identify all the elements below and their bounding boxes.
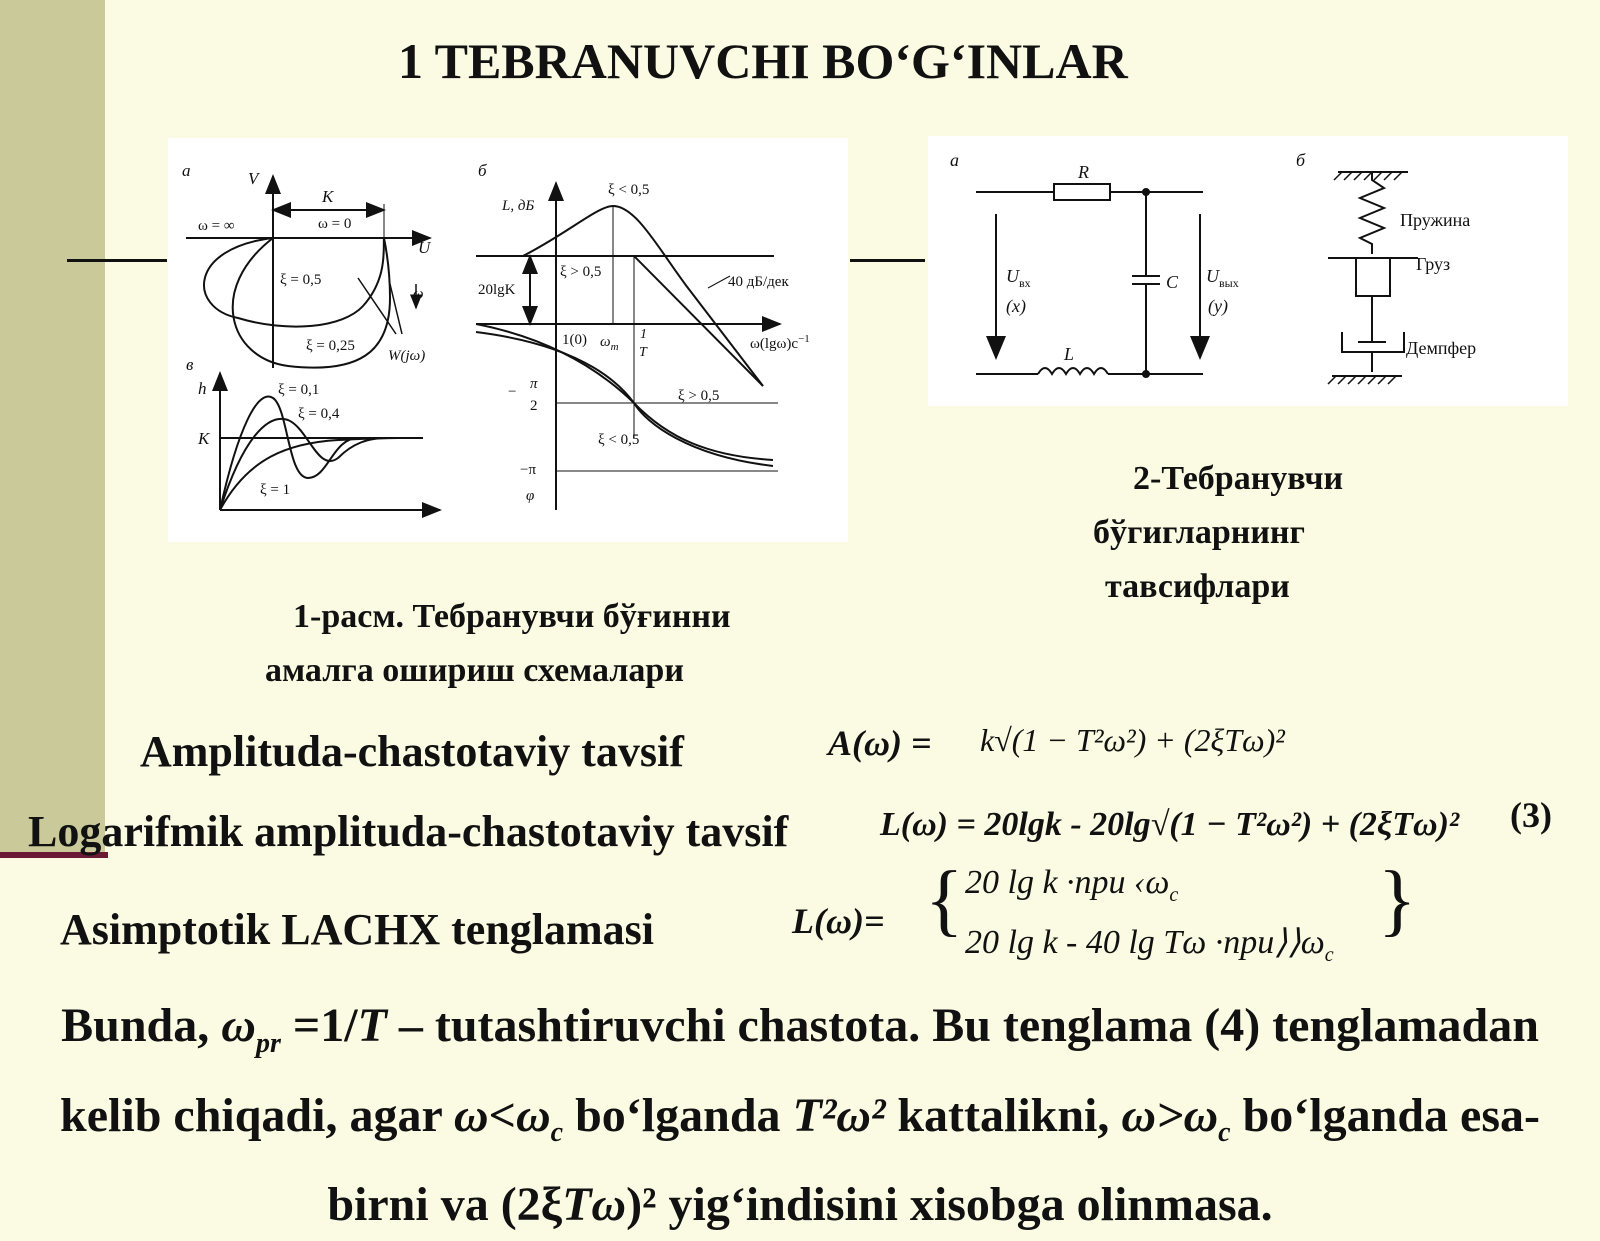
- fig1a-k-label: K: [322, 187, 334, 206]
- fig2a-y: (y): [1208, 296, 1228, 316]
- fig1b-xi-gt2: ξ > 0,5: [678, 388, 720, 404]
- fig1c-h-label: h: [198, 379, 207, 398]
- fig1b-letter: б: [478, 161, 487, 180]
- fig1b-phi: φ: [526, 488, 535, 504]
- left-accent-bar: [0, 0, 105, 855]
- asymptotic-label: Asimptotik LACHX tenglamasi: [60, 905, 655, 954]
- fig2a-letter: а: [950, 150, 959, 170]
- fig2a-l-label: L: [1064, 344, 1075, 364]
- fig1a-u-label: U: [418, 238, 431, 257]
- fig1a-v-label: V: [248, 169, 259, 188]
- fig1b-slope: 40 дБ/дек: [728, 274, 789, 290]
- figure-1-caption-line1: 1-расм. Тебранувчи бўғинни: [293, 598, 731, 635]
- fig2a-c-label: C: [1166, 272, 1179, 292]
- fig1b-one: 1(0): [562, 332, 587, 348]
- fig2b-spring: Пружина: [1400, 210, 1471, 230]
- fig1b-xi-lt: ξ < 0,5: [608, 182, 650, 198]
- fig1c-k-label: K: [198, 429, 210, 448]
- fig2b-load: Груз: [1416, 254, 1451, 274]
- page-title: 1 TEBRANUVCHI BO‘G‘INLAR: [398, 33, 1128, 89]
- divider-middle: [850, 259, 925, 262]
- fig1c-letter: в: [186, 355, 194, 374]
- fig1b-xi-lt2: ξ < 0,5: [598, 432, 640, 448]
- fig1b-minus-pi: −π: [520, 462, 537, 478]
- explanation-paragraph: Bunda, $\omega_{pr} =1/T$ – tutashtiruvchi chastota. Bu tenglama (4) tenglamadan kelib chiqadi, agar $\omega<\omega_c$ bo‘lganda T²ω² kattalikni, $\omega>\omega_c$ bo‘lganda esa-birni va (2ξTω)² yig‘indisini xisobga olinmasa.: [60, 999, 1540, 1232]
- fig2a-uout: $U_{вых}$: [1206, 266, 1239, 290]
- figure-1-diagrams: [168, 138, 848, 542]
- fig1b-20lgk: 20lgK: [478, 282, 516, 298]
- divider-left: [67, 259, 167, 262]
- fig1a-w-zero: ω = 0: [318, 216, 352, 232]
- fig1b-l-label: L, дБ: [502, 198, 535, 214]
- fig1c-xi01: ξ = 0,1: [278, 382, 320, 398]
- figure-2-caption-line1: 2-Тебранувчи: [1133, 460, 1344, 497]
- asymptotic-lhs: L(ω)=: [792, 901, 885, 941]
- fig1a-w-inf: ω = ∞: [198, 218, 235, 234]
- fig2b-damper: Демпфер: [1406, 338, 1477, 358]
- fig2a-uin: $U_{вх}$: [1006, 266, 1031, 290]
- fig1b-minus: −: [508, 384, 517, 400]
- right-brace: }: [1378, 856, 1417, 944]
- figure-2-caption-line2: бўгигларнинг: [1093, 514, 1305, 551]
- fig1a-omega: ω: [413, 286, 424, 302]
- asymptotic-case-2: 20 lg k - 40 $\lg T\omega \cdot при⟩⟩\omega_c$: [965, 924, 1334, 966]
- log-amplitude-label: Logarifmik amplituda-chastotaviy tavsif: [28, 807, 789, 856]
- figure-2-diagrams: [928, 136, 1568, 406]
- fig1c-xi04: ξ = 0,4: [298, 406, 340, 422]
- fig1a-xi05: ξ = 0,5: [280, 272, 322, 288]
- fig1c-xi1: ξ = 1: [260, 482, 291, 498]
- figure-2-caption-line3: тавсифлари: [1105, 568, 1290, 605]
- asymptotic-case-1: 20 lg k ·при $‹\omega_c$: [965, 864, 1179, 906]
- fig2a-x: (x): [1006, 296, 1026, 316]
- fig1b-wm: $\omega_m$: [600, 334, 619, 353]
- equation-number: (3): [1510, 795, 1552, 835]
- figure-1: [168, 138, 848, 542]
- fig1a-letter: а: [182, 161, 191, 180]
- amplitude-rhs: k√(1 − T²ω²) + (2ξTω)²: [980, 722, 1285, 758]
- fig1b-w-axis: $\omega(\lg\omega)c^{-1}$: [750, 333, 810, 352]
- figure-1-caption-line2: амалга ошириш схемалари: [265, 652, 684, 689]
- fig1b-xi-gt: ξ > 0,5: [560, 264, 602, 280]
- fig2b-letter: б: [1296, 150, 1306, 170]
- fig1b-two: 2: [530, 398, 538, 414]
- fig1a-wjw: W(jω): [388, 348, 426, 364]
- amplitude-lhs: A(ω) =: [828, 723, 932, 763]
- fig1b-t: T: [639, 345, 647, 360]
- amplitude-label: Amplituda-chastotaviy tavsif: [140, 727, 684, 776]
- fig1a-xi025: ξ = 0,25: [306, 338, 355, 354]
- fig1b-pi: π: [530, 376, 538, 392]
- left-brace: {: [925, 856, 964, 944]
- figure-2: [928, 136, 1568, 406]
- fig2a-r-label: R: [1078, 162, 1089, 182]
- log-amplitude-formula: L(ω) = 20lgk - 20lg√(1 − T²ω²) + (2ξTω)²: [880, 806, 1460, 843]
- fig1b-1: 1: [640, 327, 647, 342]
